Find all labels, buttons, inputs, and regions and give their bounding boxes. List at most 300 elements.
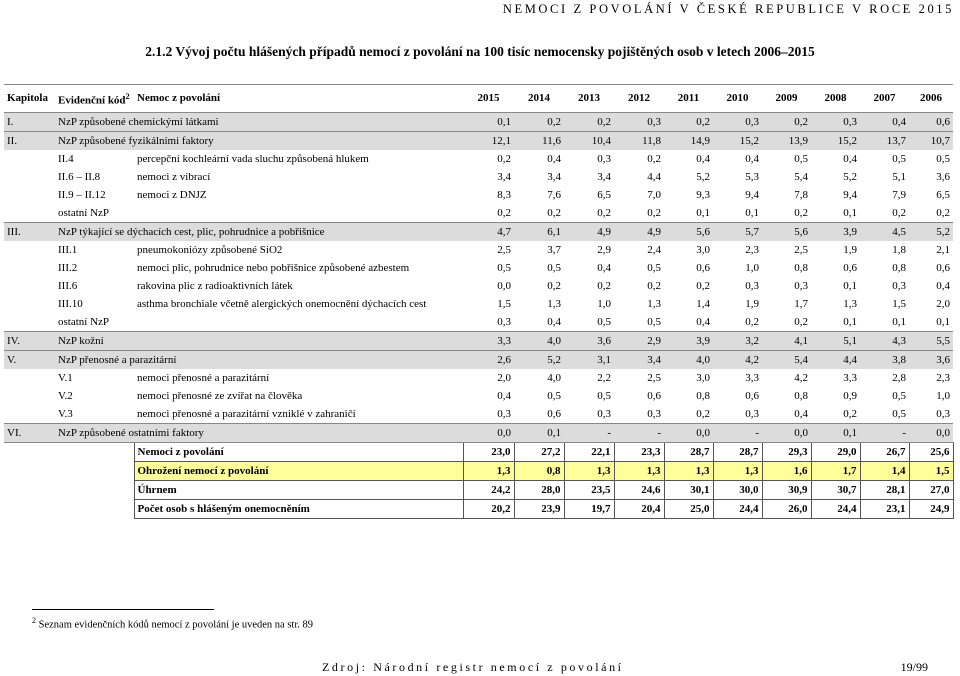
value-cell: 0,4: [860, 113, 909, 132]
value-cell: 1,0: [745, 261, 759, 274]
value-cell: 1,5: [497, 297, 511, 310]
col-year: 2013: [564, 85, 614, 113]
value-cell: 3,3: [843, 371, 857, 384]
kod-cell: ostatní NzP: [58, 315, 110, 328]
nemoc-cell: NzP přenosné a parazitární: [55, 351, 463, 370]
value-cell: 3,7: [547, 243, 561, 256]
value-cell: 9,4: [745, 188, 759, 201]
summary-value: 28,7: [664, 443, 713, 462]
nemoc-cell: nemoci z DNJZ: [137, 188, 207, 201]
value-cell: 4,9: [564, 223, 614, 242]
summary-value: 29,3: [762, 443, 811, 462]
value-cell: 2,8: [892, 371, 906, 384]
summary-value: 1,3: [713, 462, 762, 481]
value-cell: 0,2: [936, 206, 950, 219]
value-cell: 5,7: [713, 223, 762, 242]
value-cell: 4,7: [463, 223, 514, 242]
kapitola-cell: VI.: [4, 424, 55, 443]
value-cell: 3,0: [696, 371, 710, 384]
value-cell: 0,3: [497, 315, 511, 328]
nemoc-cell: nemoci přenosné ze zvířat na člověka: [137, 389, 303, 402]
summary-value: 30,7: [811, 481, 860, 500]
value-cell: 3,4: [614, 351, 664, 370]
summary-value: 1,3: [564, 462, 614, 481]
value-cell: 2,6: [463, 351, 514, 370]
value-cell: 0,1: [936, 315, 950, 328]
kapitola-cell: [4, 186, 55, 204]
value-cell: 0,4: [696, 315, 710, 328]
value-cell: -: [564, 424, 614, 443]
value-cell: 0,2: [647, 206, 661, 219]
value-cell: 0,1: [843, 279, 857, 292]
value-cell: 2,0: [936, 297, 950, 310]
value-cell: 2,2: [597, 371, 611, 384]
summary-value: 28,1: [860, 481, 909, 500]
footnote-divider: [32, 609, 214, 610]
table-row: [4, 332, 953, 351]
value-cell: 0,5: [892, 152, 906, 165]
summary-value: 1,6: [762, 462, 811, 481]
value-cell: 0,2: [696, 279, 710, 292]
value-cell: 5,2: [514, 351, 564, 370]
value-cell: 0,1: [811, 424, 860, 443]
value-cell: 0,1: [463, 113, 514, 132]
value-cell: 3,9: [664, 332, 713, 351]
summary-value: 22,1: [564, 443, 614, 462]
summary-spacer: [4, 481, 134, 500]
value-cell: 7,9: [892, 188, 906, 201]
value-cell: 0,2: [514, 113, 564, 132]
value-cell: -: [860, 424, 909, 443]
value-cell: 2,0: [497, 371, 511, 384]
value-cell: 0,1: [745, 206, 759, 219]
value-cell: 3,8: [860, 351, 909, 370]
value-cell: 0,3: [892, 279, 906, 292]
value-cell: 0,6: [909, 113, 953, 132]
value-cell: 0,2: [794, 206, 808, 219]
summary-value: 30,1: [664, 481, 713, 500]
summary-value: 25,6: [909, 443, 953, 462]
value-cell: 4,0: [514, 332, 564, 351]
summary-value: 29,0: [811, 443, 860, 462]
kapitola-cell: [4, 295, 55, 313]
data-table: [4, 84, 954, 519]
value-cell: 3,0: [696, 243, 710, 256]
nemoc-cell: nemoci přenosné a parazitární vzniklé v zahraničí: [137, 407, 356, 420]
value-cell: 1,3: [843, 297, 857, 310]
kod-cell: III.10: [58, 297, 83, 310]
value-cell: 0,6: [696, 261, 710, 274]
value-cell: 0,2: [547, 279, 561, 292]
value-cell: 0,4: [794, 407, 808, 420]
value-cell: 11,6: [514, 132, 564, 151]
value-cell: 1,0: [936, 389, 950, 402]
table-row: [4, 150, 953, 168]
value-cell: 0,2: [892, 206, 906, 219]
value-cell: 4,2: [713, 351, 762, 370]
kapitola-cell: V.: [4, 351, 55, 370]
value-cell: 2,5: [794, 243, 808, 256]
nemoc-cell: percepční kochleární vada sluchu způsobená hlukem: [137, 152, 369, 165]
value-cell: 0,3: [597, 407, 611, 420]
value-cell: 0,3: [597, 152, 611, 165]
col-kod: [55, 85, 134, 113]
summary-value: 27,2: [514, 443, 564, 462]
summary-row: [4, 500, 953, 519]
footnote: [32, 616, 313, 631]
value-cell: 0,8: [794, 389, 808, 402]
value-cell: 0,8: [892, 261, 906, 274]
kod-cell: ostatní NzP: [58, 206, 110, 219]
value-cell: 5,3: [745, 170, 759, 183]
value-cell: 0,2: [745, 315, 759, 328]
table-row: [4, 259, 953, 277]
kapitola-cell: [4, 150, 55, 168]
summary-value: 1,5: [909, 462, 953, 481]
value-cell: 2,3: [745, 243, 759, 256]
value-cell: 13,7: [860, 132, 909, 151]
summary-value: 23,5: [564, 481, 614, 500]
summary-value: 1,4: [860, 462, 909, 481]
value-cell: 0,5: [647, 261, 661, 274]
value-cell: 0,1: [843, 206, 857, 219]
value-cell: -: [614, 424, 664, 443]
value-cell: 0,5: [597, 315, 611, 328]
value-cell: 0,2: [564, 113, 614, 132]
kapitola-cell: [4, 277, 55, 295]
value-cell: 3,1: [564, 351, 614, 370]
summary-value: 23,0: [463, 443, 514, 462]
kod-cell: III.2: [58, 261, 78, 274]
value-cell: 1,4: [696, 297, 710, 310]
table-row: [4, 351, 953, 370]
value-cell: 0,0: [909, 424, 953, 443]
value-cell: 0,4: [547, 315, 561, 328]
value-cell: 3,6: [564, 332, 614, 351]
value-cell: 3,6: [936, 170, 950, 183]
value-cell: 0,0: [664, 424, 713, 443]
col-year: 2012: [614, 85, 664, 113]
value-cell: 3,3: [463, 332, 514, 351]
value-cell: 0,2: [547, 206, 561, 219]
footer-source: Zdroj: Národní registr nemocí z povolání: [322, 660, 624, 674]
value-cell: 5,2: [696, 170, 710, 183]
summary-value: 24,2: [463, 481, 514, 500]
kapitola-cell: II.: [4, 132, 55, 151]
col-year: 2015: [463, 85, 514, 113]
col-year: 2011: [664, 85, 713, 113]
value-cell: 0,2: [597, 206, 611, 219]
table-row: [4, 405, 953, 424]
value-cell: 4,5: [860, 223, 909, 242]
kod-cell: V.1: [58, 371, 73, 384]
value-cell: 6,5: [936, 188, 950, 201]
summary-value: 1,3: [463, 462, 514, 481]
value-cell: 0,1: [514, 424, 564, 443]
nemoc-cell: nemoci přenosné a parazitární: [137, 371, 270, 384]
value-cell: 2,9: [597, 243, 611, 256]
value-cell: 0,3: [614, 113, 664, 132]
value-cell: 9,4: [843, 188, 857, 201]
value-cell: 2,5: [647, 371, 661, 384]
value-cell: 3,6: [909, 351, 953, 370]
value-cell: 0,1: [892, 315, 906, 328]
table-row: [4, 186, 953, 204]
value-cell: 15,2: [713, 132, 762, 151]
value-cell: 3,4: [597, 170, 611, 183]
value-cell: 4,4: [647, 170, 661, 183]
summary-value: 23,1: [860, 500, 909, 519]
value-cell: 14,9: [664, 132, 713, 151]
value-cell: 5,5: [909, 332, 953, 351]
table-title: 2.1.2 Vývoj počtu hlášených případů nemocí z povolání na 100 tisíc nemocensky pojištěných osob v letech 2006–2015: [145, 44, 815, 59]
table-row: [4, 113, 953, 132]
table-row: [4, 223, 953, 242]
value-cell: 1,9: [843, 243, 857, 256]
value-cell: 5,1: [892, 170, 906, 183]
page-header: NEMOCI Z POVOLÁNÍ V ČESKÉ REPUBLICE V ROCE 2015: [502, 2, 954, 16]
value-cell: 0,3: [745, 407, 759, 420]
value-cell: 4,2: [794, 371, 808, 384]
value-cell: 0,2: [597, 279, 611, 292]
col-year: 2008: [811, 85, 860, 113]
value-cell: 2,3: [936, 371, 950, 384]
summary-value: 26,0: [762, 500, 811, 519]
nemoc-cell: NzP způsobené chemickými látkami: [55, 113, 463, 132]
value-cell: 5,4: [762, 351, 811, 370]
footnote-mark: 2: [32, 616, 36, 625]
summary-value: 1,3: [664, 462, 713, 481]
value-cell: 2,5: [497, 243, 511, 256]
value-cell: 1,7: [794, 297, 808, 310]
value-cell: 0,2: [664, 113, 713, 132]
summary-spacer: [4, 443, 134, 462]
value-cell: 0,6: [745, 389, 759, 402]
value-cell: 12,1: [463, 132, 514, 151]
summary-value: 25,0: [664, 500, 713, 519]
summary-value: 24,4: [713, 500, 762, 519]
value-cell: 13,9: [762, 132, 811, 151]
value-cell: 5,6: [664, 223, 713, 242]
col-nemoc: Nemoc z povolání: [134, 85, 463, 113]
value-cell: 5,1: [811, 332, 860, 351]
kapitola-cell: [4, 168, 55, 186]
value-cell: 0,8: [794, 261, 808, 274]
value-cell: 10,4: [564, 132, 614, 151]
value-cell: 4,3: [860, 332, 909, 351]
value-cell: 0,4: [936, 279, 950, 292]
value-cell: 9,3: [696, 188, 710, 201]
value-cell: 0,2: [647, 279, 661, 292]
summary-spacer: [4, 500, 134, 519]
value-cell: 5,6: [762, 223, 811, 242]
summary-value: 24,6: [614, 481, 664, 500]
value-cell: 0,2: [794, 315, 808, 328]
value-cell: 3,2: [713, 332, 762, 351]
col-year: 2007: [860, 85, 909, 113]
value-cell: 0,5: [892, 389, 906, 402]
kapitola-cell: IV.: [4, 332, 55, 351]
value-cell: 0,2: [647, 152, 661, 165]
value-cell: 11,8: [614, 132, 664, 151]
table-row: [4, 132, 953, 151]
value-cell: 0,5: [547, 389, 561, 402]
nemoc-cell: NzP kožní: [55, 332, 463, 351]
summary-value: 27,0: [909, 481, 953, 500]
nemoc-cell: nemoci z vibrací: [137, 170, 211, 183]
value-cell: 0,3: [713, 113, 762, 132]
table-row: [4, 313, 953, 332]
value-cell: 0,1: [696, 206, 710, 219]
value-cell: 0,8: [696, 389, 710, 402]
value-cell: 0,4: [497, 389, 511, 402]
page-number: 19/99: [900, 660, 928, 674]
value-cell: 0,6: [647, 389, 661, 402]
summary-value: 20,2: [463, 500, 514, 519]
value-cell: 1,0: [597, 297, 611, 310]
kod-cell: III.1: [58, 243, 78, 256]
table-row: [4, 241, 953, 259]
value-cell: -: [713, 424, 762, 443]
col-kod-label: Evidenční kód: [58, 94, 126, 107]
value-cell: 0,6: [936, 261, 950, 274]
value-cell: 0,6: [843, 261, 857, 274]
value-cell: 1,9: [745, 297, 759, 310]
value-cell: 0,2: [497, 206, 511, 219]
summary-value: 1,7: [811, 462, 860, 481]
summary-row: [4, 443, 953, 462]
value-cell: 2,4: [647, 243, 661, 256]
value-cell: 0,3: [647, 407, 661, 420]
value-cell: 10,7: [909, 132, 953, 151]
col-year: 2006: [909, 85, 953, 113]
summary-value: 23,9: [514, 500, 564, 519]
nemoc-cell: NzP týkající se dýchacích cest, plic, pohrudnice a pobřišnice: [55, 223, 463, 242]
value-cell: 0,4: [745, 152, 759, 165]
col-year: 2014: [514, 85, 564, 113]
value-cell: 0,6: [547, 407, 561, 420]
table-row: [4, 369, 953, 387]
summary-value: 1,3: [614, 462, 664, 481]
value-cell: 4,9: [614, 223, 664, 242]
value-cell: 0,5: [936, 152, 950, 165]
value-cell: 1,8: [892, 243, 906, 256]
kod-cell: V.3: [58, 407, 73, 420]
value-cell: 0,3: [811, 113, 860, 132]
nemoc-cell: pneumokoniózy způsobené SiO2: [137, 243, 283, 256]
kapitola-cell: [4, 241, 55, 259]
table-row: [4, 424, 953, 443]
summary-value: 28,7: [713, 443, 762, 462]
nemoc-cell: nemoci plic, pohrudnice nebo pobřišnice způsobené azbestem: [137, 261, 410, 274]
summary-value: 0,8: [514, 462, 564, 481]
summary-spacer: [4, 462, 134, 481]
summary-row: [4, 462, 953, 481]
value-cell: 0,1: [843, 315, 857, 328]
col-year: 2010: [713, 85, 762, 113]
kapitola-cell: [4, 313, 55, 332]
summary-value: 20,4: [614, 500, 664, 519]
value-cell: 1,5: [892, 297, 906, 310]
value-cell: 0,5: [794, 152, 808, 165]
nemoc-cell: NzP způsobené fyzikálními faktory: [55, 132, 463, 151]
value-cell: 0,3: [745, 279, 759, 292]
value-cell: 0,5: [497, 261, 511, 274]
summary-value: 24,4: [811, 500, 860, 519]
footnote-text: Seznam evidenčních kódů nemocí z povolání je uveden na str. 89: [38, 619, 314, 631]
value-cell: 0,3: [497, 407, 511, 420]
value-cell: 7,0: [647, 188, 661, 201]
value-cell: 5,4: [794, 170, 808, 183]
value-cell: 2,1: [936, 243, 950, 256]
value-cell: 5,2: [909, 223, 953, 242]
summary-value: 19,7: [564, 500, 614, 519]
summary-value: 24,9: [909, 500, 953, 519]
value-cell: 0,5: [597, 389, 611, 402]
kapitola-cell: III.: [4, 223, 55, 242]
value-cell: 5,2: [843, 170, 857, 183]
value-cell: 0,2: [762, 113, 811, 132]
col-kod-sup: 2: [125, 91, 130, 101]
summary-value: 26,7: [860, 443, 909, 462]
value-cell: 0,0: [463, 424, 514, 443]
table-row: [4, 295, 953, 313]
kod-cell: II.9 – II.12: [58, 188, 106, 201]
value-cell: 0,5: [647, 315, 661, 328]
table-row: [4, 168, 953, 186]
value-cell: 4,4: [811, 351, 860, 370]
summary-value: 30,9: [762, 481, 811, 500]
kod-cell: II.4: [58, 152, 74, 165]
kapitola-cell: I.: [4, 113, 55, 132]
kapitola-cell: [4, 405, 55, 424]
value-cell: 0,9: [843, 389, 857, 402]
summary-value: 23,3: [614, 443, 664, 462]
value-cell: 0,5: [547, 261, 561, 274]
value-cell: 0,0: [497, 279, 511, 292]
col-year: 2009: [762, 85, 811, 113]
table-row: [4, 277, 953, 295]
kapitola-cell: [4, 204, 55, 223]
value-cell: 0,2: [497, 152, 511, 165]
value-cell: 4,0: [664, 351, 713, 370]
kod-cell: V.2: [58, 389, 73, 402]
table-row: [4, 204, 953, 223]
kapitola-cell: [4, 369, 55, 387]
value-cell: 15,2: [811, 132, 860, 151]
table-header-row: [4, 85, 953, 113]
value-cell: 0,0: [762, 424, 811, 443]
value-cell: 0,4: [547, 152, 561, 165]
nemoc-cell: rakovina plic z radioaktivních látek: [137, 279, 293, 292]
col-kapitola: Kapitola: [4, 85, 55, 113]
summary-row: [4, 481, 953, 500]
kod-cell: II.6 – II.8: [58, 170, 101, 183]
value-cell: 1,3: [647, 297, 661, 310]
value-cell: 0,2: [843, 407, 857, 420]
nemoc-cell: NzP způsobené ostatními faktory: [55, 424, 463, 443]
value-cell: 0,4: [696, 152, 710, 165]
value-cell: 1,3: [547, 297, 561, 310]
nemoc-cell: asthma bronchiale včetně alergických onemocnění dýchacích cest: [137, 297, 427, 310]
summary-label: Ohrožení nemocí z povolání: [134, 462, 463, 481]
summary-label: Počet osob s hlášeným onemocněním: [134, 500, 463, 519]
value-cell: 3,3: [745, 371, 759, 384]
value-cell: 2,9: [614, 332, 664, 351]
value-cell: 3,4: [497, 170, 511, 183]
value-cell: 8,3: [497, 188, 511, 201]
value-cell: 6,5: [597, 188, 611, 201]
